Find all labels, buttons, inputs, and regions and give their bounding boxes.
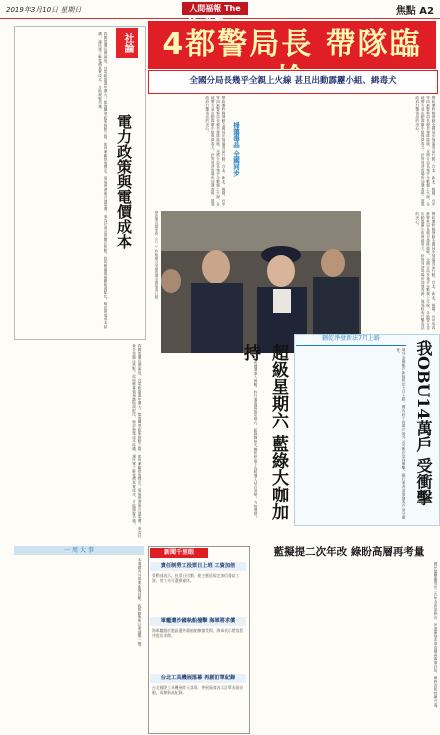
brief-title-3: 台北工具機展落幕 再創訂單紀錄 [150, 674, 246, 683]
main-headline: 4都警局長 帶隊臨 [162, 27, 422, 62]
brief-title-2: 軍艦遭沙國執船撞擊 海軍將求償 [150, 617, 246, 626]
brief-body-3: 台北國際工具機展昨天落幕，參展廠商表示訂單表現亮眼，再創新高紀錄。 [152, 685, 244, 696]
week-review-title: 一 周 大 事 [64, 547, 94, 554]
lamp-story-body: 立委補選進入倒數，昨日適逢超級星期六，藍綠陣營大咖紛紛南下為候選人站台造勢，力拚選情。 [254, 356, 258, 520]
brief-body-2: 海軍艦艇於港區遭外籍船舶擦撞受損，海軍表示將依程序提出求償。 [152, 628, 244, 639]
issue-date: 2019年3月10日 星期日 [6, 6, 82, 14]
editorial-body: 我國電價長期偏低，台電虧損連年擴大，能源轉型政策推動之際，如何兼顧供電穩定、環境保護與合理電價，成為社會各界關注焦點。政府應審慎規劃能源配比，檢討發電成本結構，讓民眾了解電價真實成本，方能凝聚共識。 [98, 32, 108, 329]
police-officers-image [161, 211, 361, 353]
obu-story-header: 刪乾淨發新法7月上路 [296, 333, 406, 346]
lamp-story-title: 超級星期六 藍綠大咖加持 [240, 344, 288, 520]
main-story-text-left: 警政署昨晚發動全國同步掃蕩毒品行動，台北、新北、桃園、台中等四都警察局長親自帶隊臨檢，全國分局長幾乎全數親上火線，各地警方並出動霹靂小組與緝毒犬，針對易涉毒場所加強查緝，展現政府打擊毒品的決心。 [205, 96, 226, 207]
main-subhead: 全國分局長幾乎全親上火線 甚且出動霹靂小組、緝毒犬 [189, 76, 397, 86]
obu-story-body: 境外金融帳戶新制將於七月上路，國內約十四萬戶境外公司帳戶受到衝擊，銀行業者須加強客戶身分審查。 [396, 348, 406, 519]
bottom-story-headline: 藍擬提二次年改 綠盼高層再考量 [273, 546, 425, 558]
section-label: 焦點 A2 [395, 6, 434, 17]
bottom-story-body: 國民黨團擬提出二次年金改革修法，民進黨則希望高層再審慎評估，朝野攻防持續升溫。 [434, 562, 438, 711]
masthead [0, 0, 440, 19]
news-photo [161, 211, 361, 353]
news-brief-header: 新聞千里眼 [150, 548, 208, 558]
week-review-bar [14, 546, 144, 555]
week-review-body: 本週國內外重要新聞回顧，政經動態與社會議題一覽。 [138, 558, 142, 650]
obu-story-title: 我OBU14萬戶 受衝擊 [414, 340, 433, 506]
main-headline-banner [148, 21, 436, 69]
main-story-callout: 掃蕩毒品 全國同步 [232, 122, 240, 177]
main-story-text-right: 警政署昨晚發動全國同步掃蕩毒品行動，台北、新北、桃園、台中等四都警察局長親自帶隊臨檢，全國分局長幾乎全數親上火線，各地警方並出動霹靂小組與緝毒犬，針對易涉毒場所加強查緝，展現政府打擊毒品的決心。 [415, 96, 436, 207]
main-story-text-side: 警政署昨晚發動全國同步掃蕩毒品行動，台北、新北、桃園、台中等四都警察局長親自帶隊臨檢，全國分局長幾乎全數親上火線，各地警方並出動霹靂小組與緝毒犬，針對易涉毒場所加強查緝，展現政府打擊毒品的決心。 [415, 212, 436, 330]
main-subhead-box [148, 70, 438, 94]
newspaper-logo: 人間福報 The [182, 2, 248, 15]
left-column-text: 我國電價長期偏低，台電虧損連年擴大，能源轉型政策推動之際，如何兼顧供電穩定、環境保護與合理電價，成為社會各界關注焦點。政府應審慎規劃能源配比，檢討發電成本結構，讓民眾了解電價真實成本，方能凝聚共識。 [132, 344, 142, 538]
brief-title-1: 責任制勞工投票日上班 工資加倍 [150, 562, 246, 571]
editorial-tag: 社論 [116, 28, 138, 58]
brief-body-1: 勞動部表示，投票日出勤，雇主應依規定加倍發給工資，勞工亦可選擇補休。 [152, 573, 240, 584]
editorial-title: 電力政策與電價成本 [115, 114, 133, 249]
photo-caption: 警政署長陳家欽（右二）昨晚親自坐鎮指揮全國掃毒行動。 [155, 211, 159, 302]
